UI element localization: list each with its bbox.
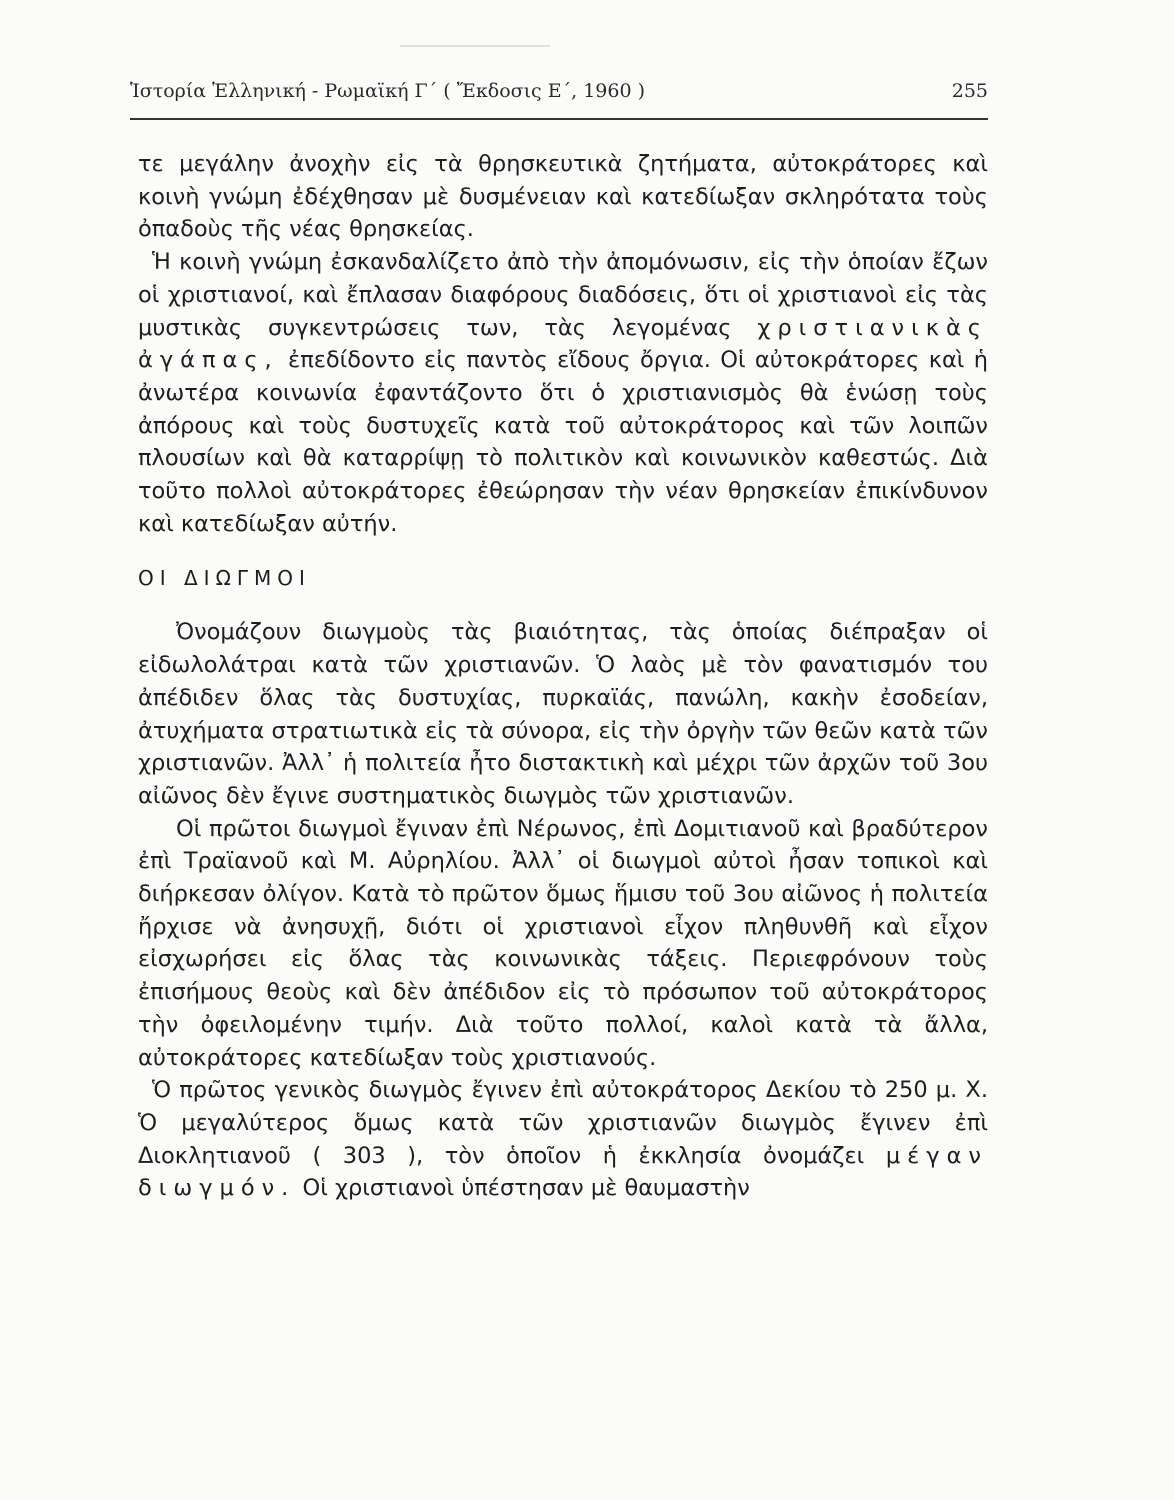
paragraph: Ὀνομάζουν διωγμοὺς τὰς βιαιότητας, τὰς ὁποίας διέπραξαν οἱ εἰδωλολάτραι κατὰ τῶν χριστιανῶν. Ὁ λαὸς μὲ τὸν φανατισμόν του ἀπέδιδεν ὅλας τὰς δυστυχίας, πυρκαϊάς, πανώλη, κακὴν ἐσοδείαν, ἀτυχήματα στρατιωτικὰ εἰς τὰ σύνορα, εἰς τὴν ὀργὴν τῶν θεῶν κατὰ τῶν χριστιανῶν. Ἀλλ᾽ ἡ πολιτεία ἦτο διστακτικὴ καὶ μέχρι τῶν ἀρχῶν τοῦ 3ου αἰῶνος δὲν ἔγινε συστηματικὸς διωγμὸς τῶν χριστιανῶν. [138, 619, 988, 809]
scan-artifact [400, 45, 550, 47]
paragraph-text: Οἱ χριστιανοὶ ὑπέστησαν μὲ θαυμαστὴν [302, 1175, 750, 1202]
paragraph [138, 246, 988, 540]
paragraph-text: ἐπεδίδοντο εἰς παντὸς εἴδους ὄργια. Οἱ αὐτοκράτορες καὶ ἡ ἀνωτέρα κοινωνία ἐφαντάζοντο ὅτι ὁ χριστιανισμὸς θὰ ἑνώσῃ τοὺς ἀπόρους καὶ τοὺς δυστυχεῖς κατὰ τοῦ αὐτοκράτορος καὶ τῶν λοιπῶν πλουσίων καὶ θὰ καταρρίψῃ τὸ πολιτικὸν καὶ κοινωνικὸν καθεστώς. Διὰ τοῦτο πολλοὶ αὐτοκράτορες ἐθεώρησαν τὴν νέαν θρησκείαν ἐπικίνδυνον καὶ κατεδίωξαν αὐτήν. [138, 347, 988, 537]
paragraph [138, 1074, 988, 1205]
spaced-emphasis: μέγαν διωγμόν. [138, 1142, 989, 1202]
section-title: ΟΙ ΔΙΩΓΜΟΙ [138, 566, 311, 591]
paragraph: Οἱ πρῶτοι διωγμοὶ ἔγιναν ἐπὶ Νέρωνος, ἐπὶ Δομιτιανοῦ καὶ βραδύτερον ἐπὶ Τραϊανοῦ καὶ Μ. Αὐρηλίου. Ἀλλ᾽ οἱ διωγμοὶ αὐτοὶ ἦσαν τοπικοὶ καὶ διήρκεσαν ὀλίγον. Κατὰ τὸ πρῶτον ὅμως ἥμισυ τοῦ 3ου αἰῶνος ἡ πολιτεία ἤρχισε νὰ ἀνησυχῇ, διότι οἱ χριστιανοὶ εἶχον πληθυνθῆ καὶ εἶχον εἰσχωρήσει εἰς ὅλας τὰς κοινωνικὰς τάξεις. Περιεφρόνουν τοὺς ἐπισήμους θεοὺς καὶ δὲν ἀπέδιδον εἰς τὸ πρόσωπον τοῦ αὐτοκράτορος τὴν ὀφειλομένην τιμήν. Διὰ τοῦτο πολλοί, καλοὶ κατὰ τὰ ἄλλα, αὐτοκράτορες κατεδίωξαν τοὺς χριστιανούς. [138, 815, 988, 1071]
page-body [138, 148, 988, 1205]
paragraph-text: Ὁ πρῶτος γενικὸς διωγμὸς ἔγινεν ἐπὶ αὐτοκράτορος Δεκίου τὸ 250 μ. Χ. Ὁ μεγαλύτερος ὅμως κατὰ τῶν χριστιανῶν διωγμὸς ἔγινεν ἐπὶ Διοκλητιανοῦ ( 303 ), τὸν ὁποῖον ἡ ἐκκλησία ὀνομάζει [138, 1077, 988, 1169]
running-header [130, 80, 988, 106]
spaced-emphasis: χριστιανικὰς ἀγάπας, [138, 314, 988, 374]
paragraph-text: Ἡ κοινὴ γνώμη ἐσκανδαλίζετο ἀπὸ τὴν ἀπομόνωσιν, εἰς τὴν ὁποίαν ἔζων οἱ χριστιανοί, καὶ ἔπλασαν διαφόρους διαδόσεις, ὅτι οἱ χριστιανοὶ εἰς τὰς μυστικὰς συγκεντρώσεις των, τὰς λεγομένας [138, 249, 988, 341]
header-rule [130, 118, 988, 120]
running-title: Ἱστορία Ἑλληνική - Ρωμαϊκή Γ΄ ( Ἔκδοσις Ε΄, 1960 ) [130, 80, 645, 102]
paragraph-continued: τε μεγάλην ἀνοχὴν εἰς τὰ θρησκευτικὰ ζητήματα, αὐτοκράτορες καὶ κοινὴ γνώμη ἐδέχθησαν μὲ δυσμένειαν καὶ κατεδίωξαν σκληρότατα τοὺς ὀπαδοὺς τῆς νέας θρησκείας. [138, 151, 988, 243]
page-number: 255 [951, 80, 988, 102]
